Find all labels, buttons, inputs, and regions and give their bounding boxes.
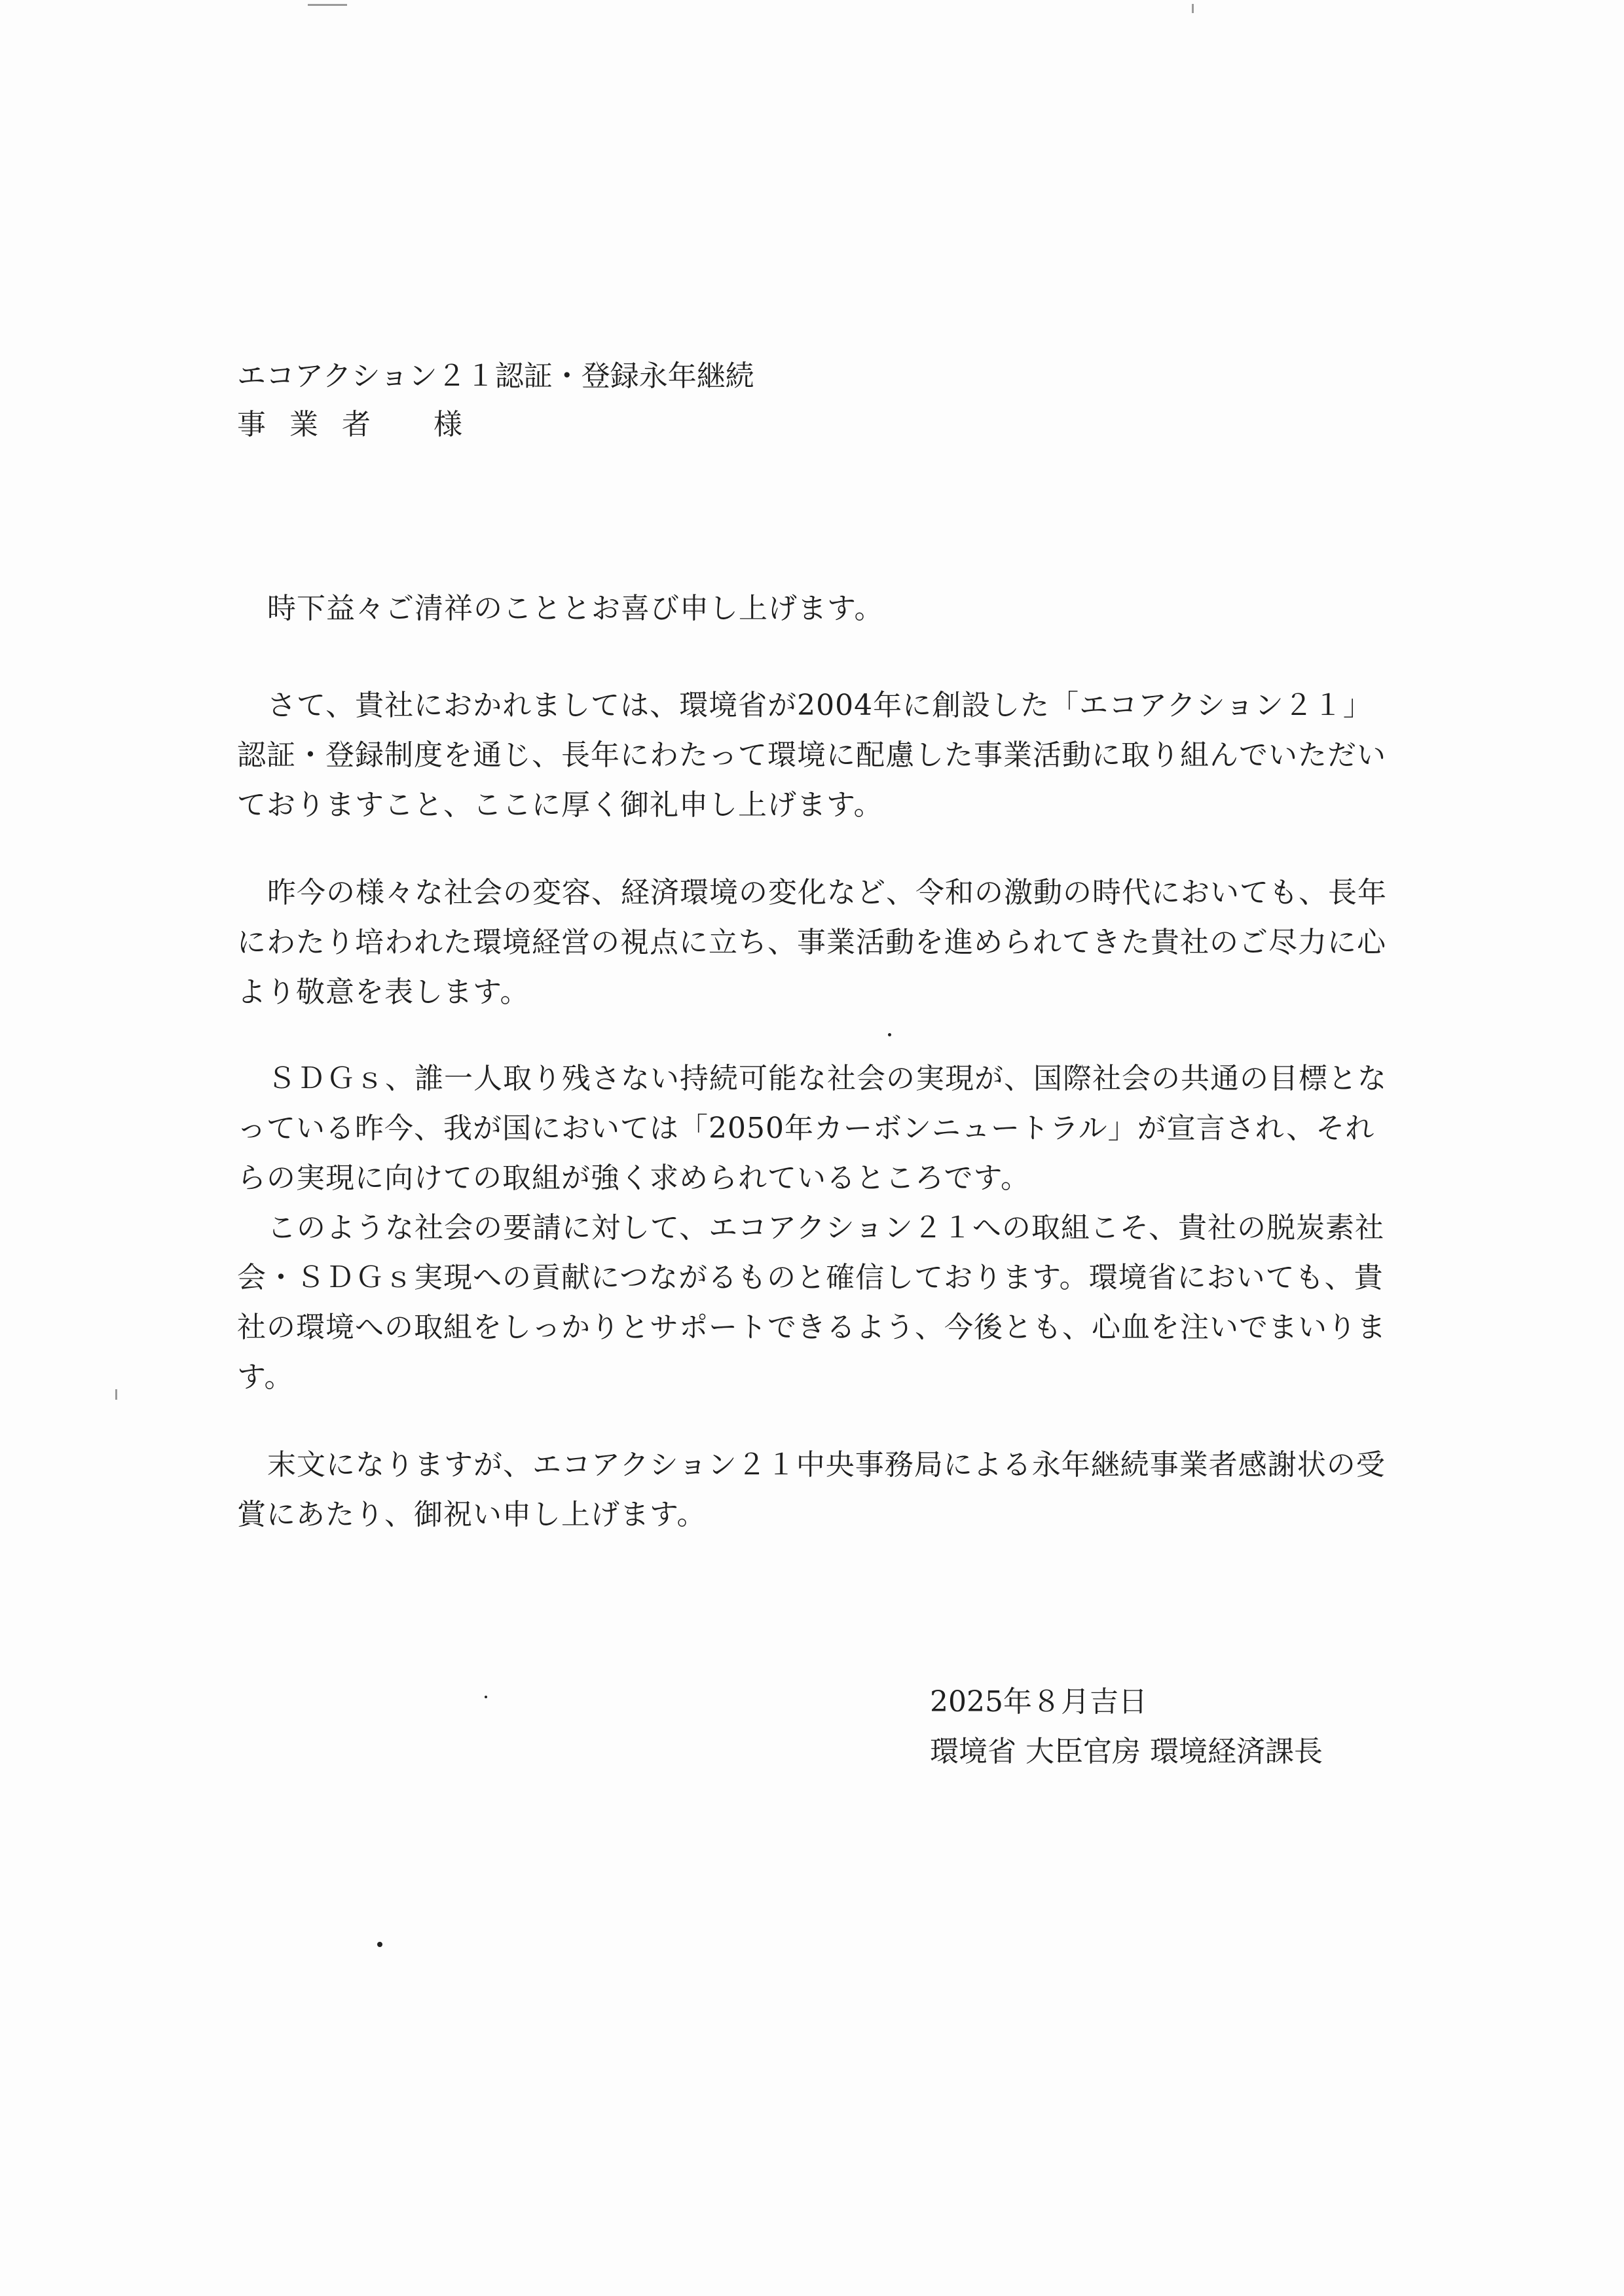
- scan-speck: [485, 1696, 487, 1698]
- respect-text: 昨今の様々な社会の変容、経済環境の変化など、令和の激動の時代においても、長年にわたり培われた環境経営の視点に立ち、事業活動を進められてきた貴社のご尽力に心より敬意を表します。: [237, 876, 1387, 1009]
- respect-paragraph: [237, 868, 1390, 1017]
- sdgs-text: ＳＤＧｓ、誰一人取り残さない持続可能な社会の実現が、国際社会の共通の目標となっている昨今、我が国においては「2050年カーボンニュートラル」が宣言され、それらの実現に向けての取組が強く求められているところです。: [237, 1062, 1387, 1195]
- scan-mark: [1192, 4, 1194, 13]
- sdgs-paragraph: [237, 1054, 1390, 1402]
- scan-mark: [308, 4, 347, 6]
- support-text: このような社会の要請に対して、エコアクション２１への取組こそ、貴社の脱炭素社会・ＳＤＧｓ実現への貢献につながるものと確信しております。環境省においても、貴社の環境への取組をしっかりとサポートできるよう、今後とも、心血を注いでまいります。: [237, 1211, 1386, 1394]
- scan-mark: [115, 1389, 117, 1400]
- signature-sender: 環境省 大臣官房 環境経済課長: [930, 1735, 1323, 1768]
- scan-speck: [377, 1942, 382, 1947]
- addressee-recipient-line: [237, 401, 754, 449]
- greeting-paragraph: [237, 584, 1390, 634]
- closing-paragraph: [237, 1440, 1390, 1540]
- addressee-program: エコアクション２１認証・登録永年継続: [237, 359, 754, 393]
- addressee-honorific: 様: [434, 408, 462, 441]
- addressee-block: [237, 352, 754, 449]
- scan-speck: [888, 1033, 891, 1036]
- thanks-text: さて、貴社におかれましては、環境省が2004年に創設した「エコアクション２１」認証・登録制度を通じ、長年にわたって環境に配慮した事業活動に取り組んでいただいておりますこと、ここに厚く御礼申し上げます。: [237, 689, 1386, 822]
- signature-date: 2025年８月吉日: [930, 1685, 1147, 1719]
- thanks-paragraph: [237, 681, 1390, 830]
- greeting-text: 時下益々ご清祥のこととお喜び申し上げます。: [267, 592, 884, 625]
- signature-block: [930, 1677, 1323, 1777]
- addressee-recipient: 事業者: [237, 408, 394, 441]
- closing-text: 末文になりますが、エコアクション２１中央事務局による永年継続事業者感謝状の受賞にあたり、御祝い申し上げます。: [237, 1448, 1386, 1531]
